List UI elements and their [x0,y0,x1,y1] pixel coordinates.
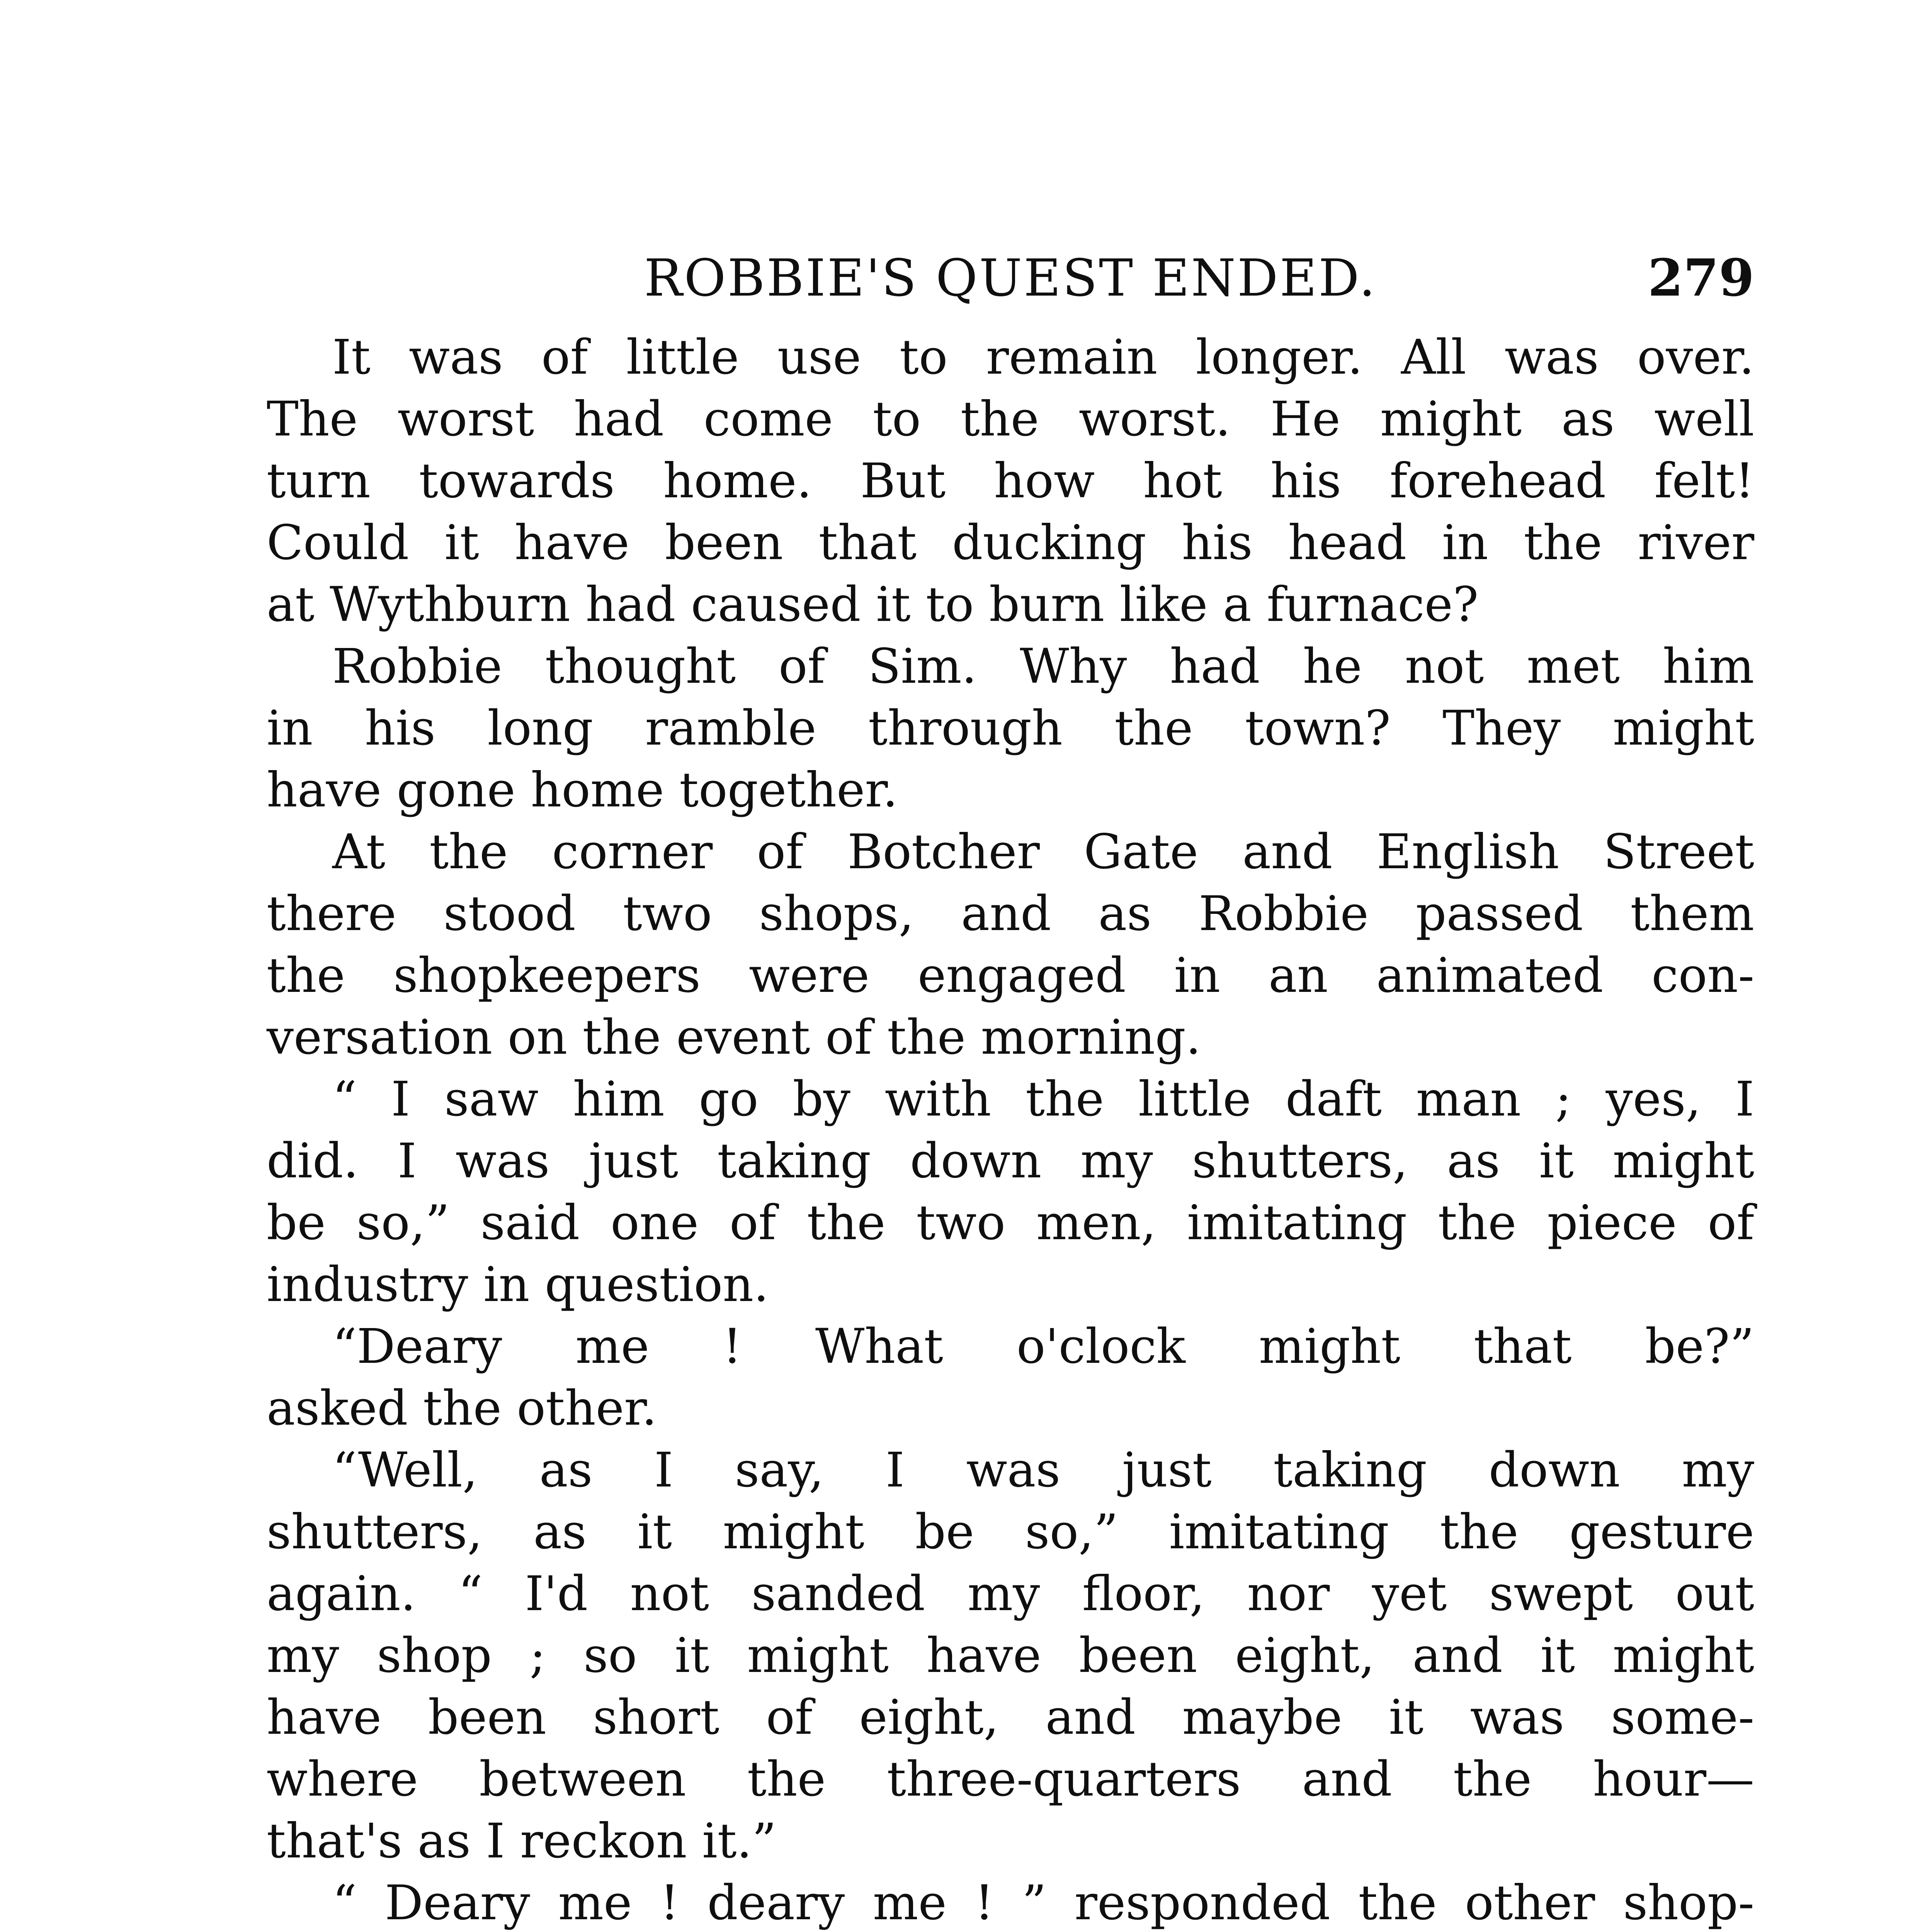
text-line: asked the other. [267,1381,657,1436]
body-text [267,327,1754,1932]
paragraph [267,1068,1754,1316]
text-line: Robbie thought of Sim. Why had he not met him [332,639,1754,694]
page-number: 279 [1648,248,1754,308]
paragraph [267,1316,1754,1439]
text-line: be so,” said one of the two men, imitating the piece of [267,1195,1754,1251]
paragraph [267,1872,1754,1932]
text-line: “ I saw him go by with the little daft man ; yes, I [332,1071,1754,1127]
running-title: ROBBIE'S QUEST ENDED. [644,248,1377,308]
text-line: the shopkeepers were engaged in an animated con- [267,948,1754,1003]
paragraph [267,327,1754,636]
text-line: did. I was just taking down my shutters, as it might [267,1133,1754,1189]
text-line: where between the three-quarters and the hour— [267,1752,1754,1807]
text-line: It was of little use to remain longer. All was over. [332,330,1754,385]
text-line: “Well, as I say, I was just taking down my [332,1442,1754,1498]
text-line: “Deary me ! What o'clock might that be?” [332,1319,1754,1374]
text-line: at Wythburn had caused it to burn like a furnace? [267,577,1479,633]
text-line: Could it have been that ducking his head in the river [267,515,1754,571]
text-line: have been short of eight, and maybe it was some- [267,1690,1754,1745]
text-line: that's as I reckon it.” [267,1813,777,1869]
text-line: versation on the event of the morning. [267,1010,1201,1065]
text-line: my shop ; so it might have been eight, and it might [267,1628,1754,1684]
text-line: At the corner of Botcher Gate and English Street [332,824,1754,880]
text-line: again. “ I'd not sanded my floor, nor yet swept out [267,1566,1754,1622]
page-header [267,247,1754,313]
paragraph [267,1439,1754,1872]
paragraph [267,636,1754,821]
text-line: industry in question. [267,1257,769,1313]
text-line: The worst had come to the worst. He might as well [267,391,1754,447]
text-line: “ Deary me ! deary me ! ” responded the other shop- [332,1875,1754,1931]
paragraph [267,821,1754,1068]
text-line: turn towards home. But how hot his forehead felt! [267,453,1754,509]
text-line: in his long ramble through the town? They might [267,701,1754,756]
text-line: there stood two shops, and as Robbie passed them [267,886,1754,942]
text-line: have gone home together. [267,762,898,818]
text-line: shutters, as it might be so,” imitating the gesture [267,1504,1754,1560]
